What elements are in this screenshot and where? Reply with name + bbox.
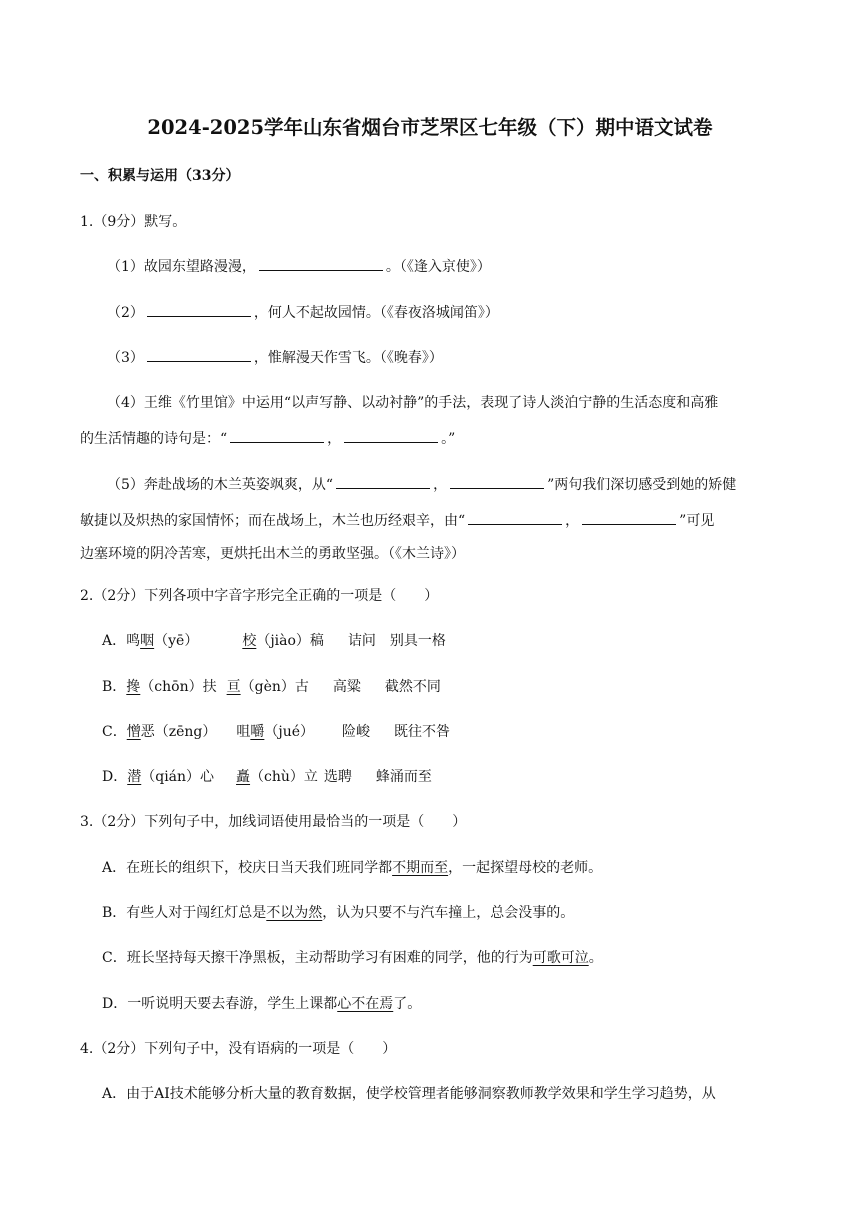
q2-option-b[interactable] (102, 677, 441, 697)
q1-item-5-line-1 (107, 474, 736, 495)
option-text: 恶（zēng） (140, 724, 217, 740)
option-underlined: 潜 (127, 769, 142, 785)
option-text: 了。 (393, 996, 422, 1012)
option-underlined: 可歌可泣 (532, 950, 589, 966)
section-heading: 一、积累与运用（33分） (80, 168, 240, 184)
option-underlined: 憎 (126, 724, 141, 740)
fill-blank[interactable] (582, 510, 676, 525)
option-text: C． (102, 724, 127, 740)
q1-item-4-line-2 (80, 428, 455, 449)
option-underlined: 咽 (140, 633, 155, 649)
option-underlined: 不期而至 (392, 860, 449, 876)
fill-blank[interactable] (336, 474, 430, 489)
option-text: ，一起探望母校的老师。 (448, 860, 603, 876)
option-text: C．班长坚持每天擦干净黑板，主动帮助学习有困难的同学，他的行为 (102, 950, 533, 966)
q1-item-5-line-3: 边塞环境的阴冷苦寒，更烘托出木兰的勇敢坚强。（《木兰诗》） (80, 546, 465, 562)
question-3-stem: 3.（2分）下列句子中，加线词语使用最恰当的一项是（ ） (80, 814, 467, 830)
option-underlined: 亘 (226, 679, 241, 695)
option-text: D． (102, 769, 128, 785)
option-text: B． (102, 679, 127, 695)
q1-item-5-text-b: ， (433, 477, 448, 493)
question-2-stem: 2.（2分）下列各项中字音字形完全正确的一项是（ ） (80, 588, 439, 604)
option-text: （qián）心 (141, 769, 215, 785)
q2-option-c[interactable] (102, 722, 450, 742)
option-underlined: 嚼 (250, 724, 265, 740)
q4-option-a[interactable]: A．由于AI技术能够分析大量的教育数据，使学校管理者能够洞察教师教学效果和学生学习趋势，从 (102, 1086, 716, 1102)
q3-option-c[interactable] (102, 948, 603, 968)
q1-item-2 (107, 302, 499, 323)
option-underlined: 校 (242, 633, 257, 649)
q1-item-4-text-c: 。” (441, 431, 456, 447)
q1-item-1-text-a: （1）故园东望路漫漫， (107, 259, 256, 275)
option-text: 险峻 (342, 724, 371, 740)
q1-item-5-text-a: （5）奔赴战场的木兰英姿飒爽，从“ (107, 477, 334, 493)
fill-blank[interactable] (344, 428, 438, 443)
option-text: （jiào）稿 (256, 633, 324, 649)
fill-blank[interactable] (230, 428, 324, 443)
q1-item-1 (107, 256, 491, 277)
q3-option-b[interactable] (102, 903, 574, 923)
option-text: 高粱 (332, 679, 361, 695)
option-underlined: 矗 (236, 769, 251, 785)
q1-item-3-text-b: ，惟解漫天作雪飞。（《晚春》） (253, 350, 443, 366)
option-text: 截然不同 (384, 679, 441, 695)
option-text: ，认为只要不与汽车撞上，总会没事的。 (322, 905, 575, 921)
question-4-stem: 4.（2分）下列句子中，没有语病的一项是（ ） (80, 1041, 397, 1057)
fill-blank[interactable] (147, 302, 251, 317)
option-text: （chōn）扶 (140, 679, 217, 695)
fill-blank[interactable] (259, 256, 383, 271)
option-text: 别具一格 (389, 633, 446, 649)
fill-blank[interactable] (450, 474, 544, 489)
q1-item-5-text-f: ”可见 (679, 513, 715, 529)
option-underlined: 不以为然 (266, 905, 323, 921)
option-text: 既往不咎 (394, 724, 451, 740)
q3-option-d[interactable] (102, 994, 421, 1014)
q1-item-4-line-1: （4）王维《竹里馆》中运用“以声写静、以动衬静”的手法，表现了诗人淡泊宁静的生活态度和高雅 (107, 395, 719, 411)
fill-blank[interactable] (468, 510, 562, 525)
q1-item-1-text-b: 。（《逢入京使》） (385, 259, 491, 275)
option-text: A．在班长的组织下，校庆日当天我们班同学都 (102, 860, 393, 876)
q3-option-a[interactable] (102, 858, 602, 878)
option-text: B．有些人对于闯红灯总是 (102, 905, 267, 921)
q1-item-5-text-e: ， (565, 513, 580, 529)
q1-item-2-text-b: ，何人不起故园情。（《春夜洛城闻笛》） (253, 305, 499, 321)
q2-option-a[interactable] (102, 631, 446, 651)
q1-item-2-text-a: （2） (107, 305, 144, 321)
q1-item-4-text-b: ， (327, 431, 342, 447)
option-text: （chù）立 (250, 769, 318, 785)
q1-item-5-text-c: ”两句我们深切感受到她的矫健 (547, 477, 737, 493)
option-underlined: 心不在焉 (337, 996, 394, 1012)
option-text: （jué） (264, 724, 315, 740)
option-text: A．鸣 (102, 633, 141, 649)
option-text: （yē） (154, 633, 199, 649)
option-text: 诘问 (347, 633, 376, 649)
question-1-stem: 1.（9分）默写。 (80, 214, 187, 230)
option-text: （gèn）古 (240, 679, 309, 695)
option-text: 咀 (236, 724, 251, 740)
option-text: 蜂涌而至 (375, 769, 432, 785)
q1-item-5-line-2 (80, 510, 714, 531)
q2-option-d[interactable] (102, 767, 432, 787)
option-underlined: 搀 (126, 679, 141, 695)
q1-item-3 (107, 347, 443, 368)
fill-blank[interactable] (147, 347, 251, 362)
option-text: D．一听说明天要去春游，学生上课都 (102, 996, 338, 1012)
q1-item-4-text-a: 的生活情趣的诗句是：“ (80, 431, 228, 447)
option-text: 。 (588, 950, 603, 966)
q1-item-3-text-a: （3） (107, 350, 144, 366)
exam-title: 2024-2025学年山东省烟台市芝罘区七年级（下）期中语文试卷 (147, 116, 713, 139)
option-text: 选聘 (323, 769, 352, 785)
q1-item-5-text-d: 敏捷以及炽热的家国情怀；而在战场上，木兰也历经艰辛，由“ (80, 513, 466, 529)
